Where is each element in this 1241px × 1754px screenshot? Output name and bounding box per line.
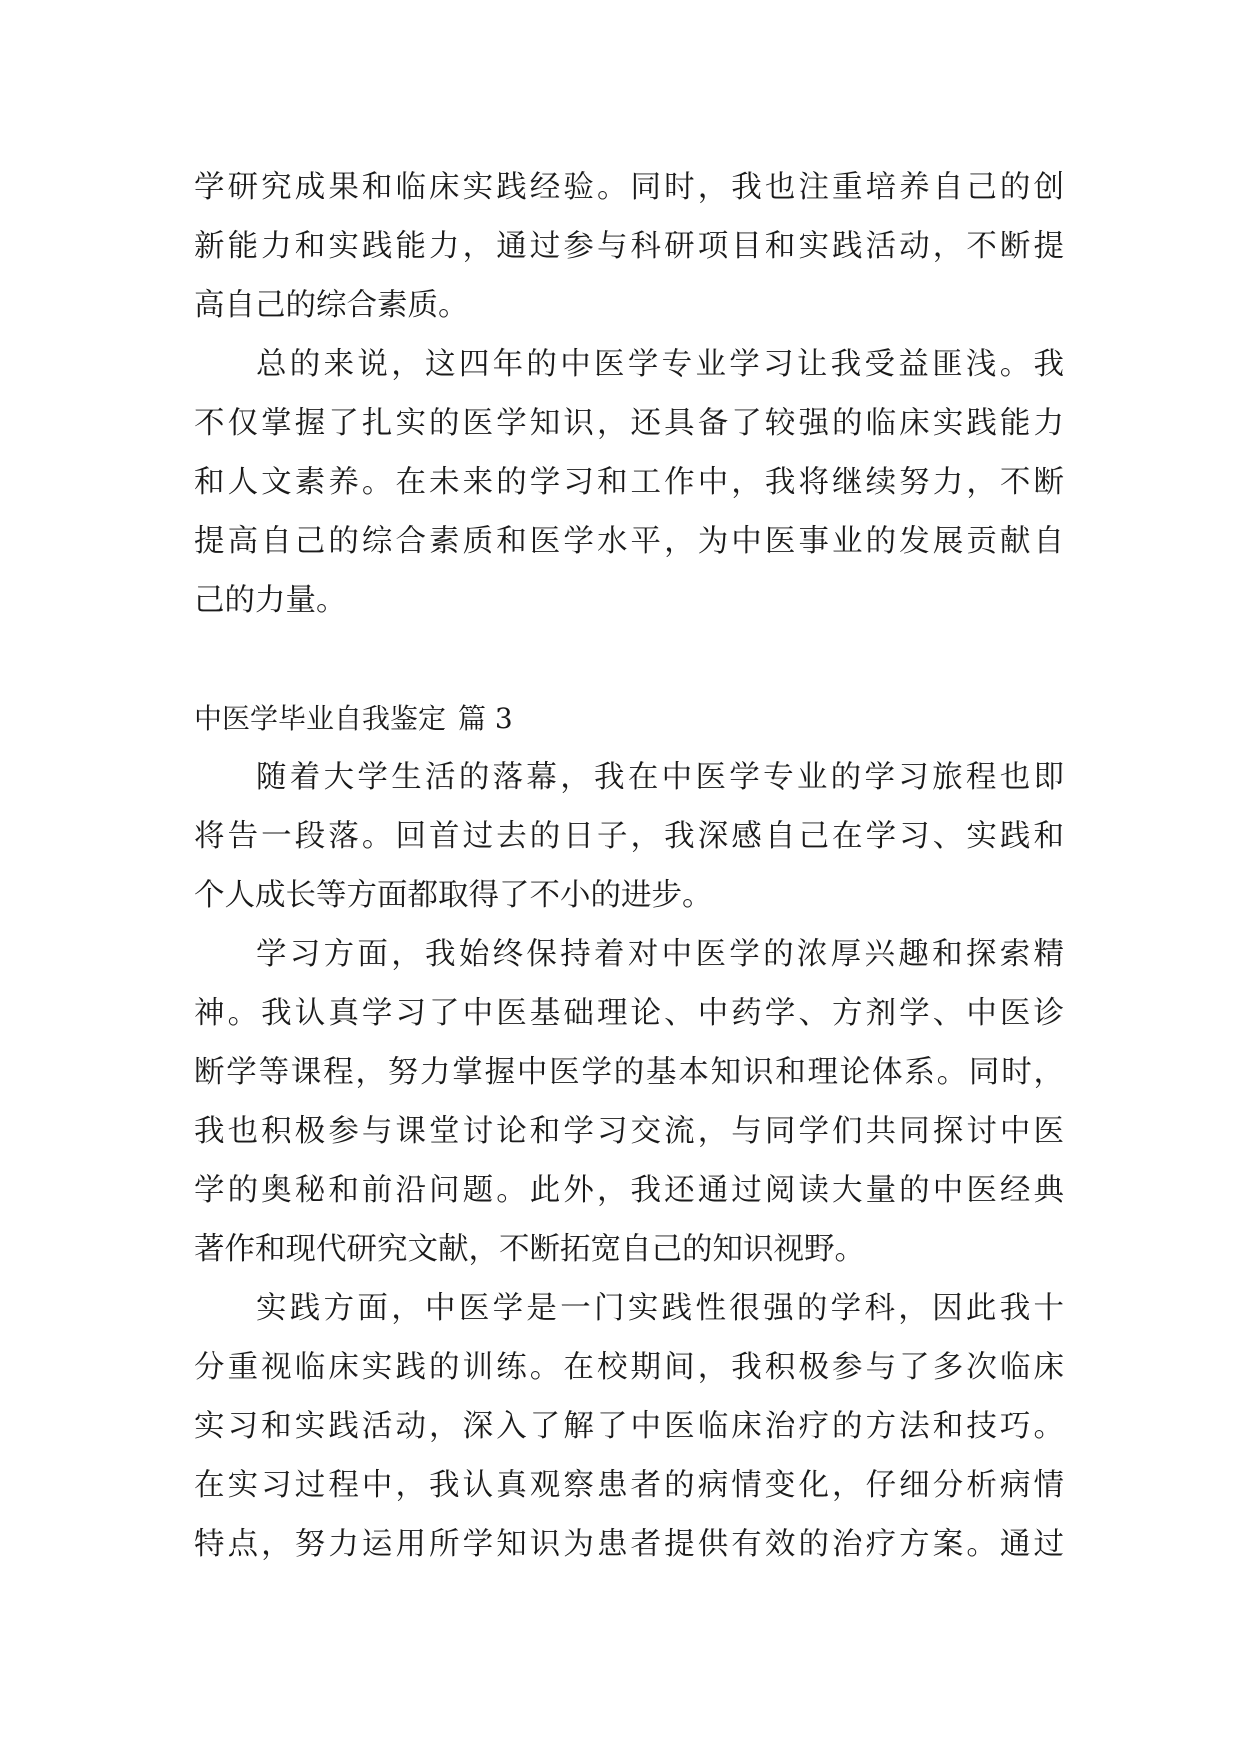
text-line: 学研究成果和临床实践经验。同时，我也注重培养自己的创 — [194, 170, 1064, 205]
text-line: 高自己的综合素质。 — [194, 288, 469, 323]
section-heading-title: 中医学毕业自我鉴定 — [194, 702, 447, 735]
text-line: 己的力量。 — [194, 583, 347, 618]
text-line: 总的来说，这四年的中医学专业学习让我受益匪浅。我 — [256, 347, 1064, 382]
text-line: 和人文素养。在未来的学习和工作中，我将继续努力，不断 — [194, 465, 1064, 500]
text-line: 个人成长等方面都取得了不小的进步。 — [194, 878, 713, 913]
text-line: 提高自己的综合素质和医学水平，为中医事业的发展贡献自 — [194, 524, 1064, 559]
text-line: 特点，努力运用所学知识为患者提供有效的治疗方案。通过 — [194, 1527, 1064, 1562]
text-line: 断学等课程，努力掌握中医学的基本知识和理论体系。同时， — [194, 1055, 1064, 1090]
document-body — [194, 158, 1064, 1574]
text-line: 著作和现代研究文献，不断拓宽自己的知识视野。 — [194, 1232, 865, 1267]
text-line: 学习方面，我始终保持着对中医学的浓厚兴趣和探索精 — [256, 937, 1064, 972]
paragraph — [194, 1279, 1064, 1574]
text-line: 在实习过程中，我认真观察患者的病情变化，仔细分析病情 — [194, 1468, 1064, 1503]
paragraph — [194, 925, 1064, 1279]
section-heading-number: 篇 3 — [458, 702, 513, 735]
text-line: 不仅掌握了扎实的医学知识，还具备了较强的临床实践能力 — [194, 406, 1064, 441]
text-line: 新能力和实践能力，通过参与科研项目和实践活动，不断提 — [194, 229, 1064, 264]
paragraph — [194, 335, 1064, 630]
text-line: 随着大学生活的落幕，我在中医学专业的学习旅程也即 — [256, 760, 1064, 795]
text-line: 将告一段落。回首过去的日子，我深感自己在学习、实践和 — [194, 819, 1064, 854]
paragraph — [194, 748, 1064, 925]
text-line: 分重视临床实践的训练。在校期间，我积极参与了多次临床 — [194, 1350, 1064, 1385]
text-line: 实践方面，中医学是一门实践性很强的学科，因此我十 — [256, 1291, 1064, 1326]
paragraph — [194, 158, 1064, 335]
text-line: 实习和实践活动，深入了解了中医临床治疗的方法和技巧。 — [194, 1409, 1064, 1444]
text-line: 神。我认真学习了中医基础理论、中药学、方剂学、中医诊 — [194, 996, 1064, 1031]
section-heading — [194, 689, 1064, 748]
text-line: 我也积极参与课堂讨论和学习交流，与同学们共同探讨中医 — [194, 1114, 1064, 1149]
text-line: 学的奥秘和前沿问题。此外，我还通过阅读大量的中医经典 — [194, 1173, 1064, 1208]
